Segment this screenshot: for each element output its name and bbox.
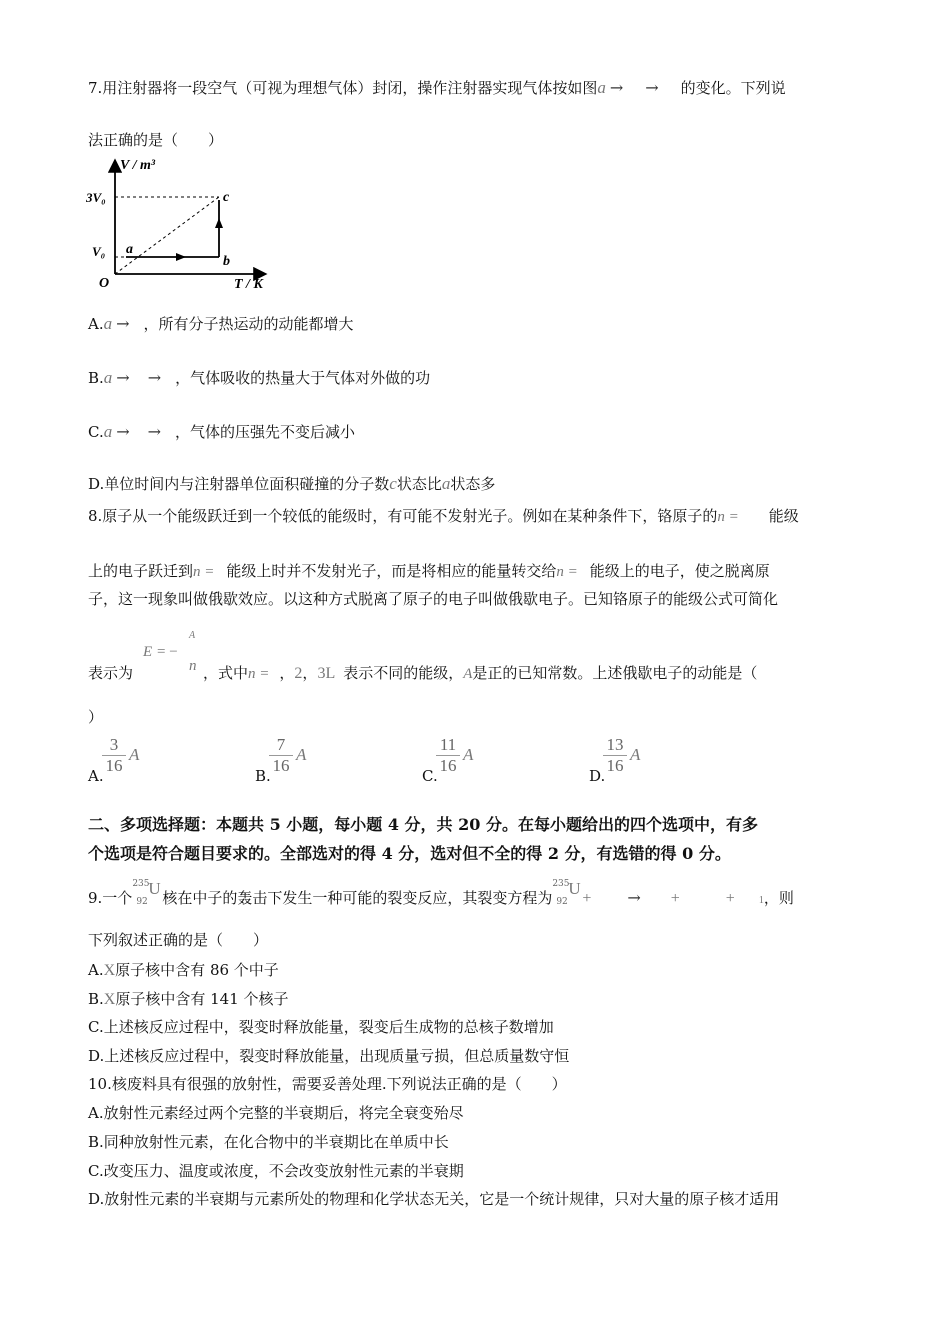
q8-choice-a-frac: 3 16 — [102, 735, 126, 776]
tick-3v0: 3V₀ — [86, 190, 106, 205]
x-axis-label: T / K — [234, 277, 263, 292]
q10-option-c: C.改变压力、温度或浓度，不会改变放射性元素的半衰期 — [88, 1162, 464, 1180]
dashed-diagonal — [115, 197, 219, 274]
y-axis-label: V / m³ — [120, 158, 156, 173]
point-b-label: b — [223, 254, 230, 269]
q9-option-b: B.X原子核中含有 141 个核子 — [88, 990, 289, 1008]
point-c-label: c — [223, 190, 230, 205]
q8-line4: 表示为 E = − A n ，式中n = ，2，3L 表示不同的能级，A是正的已知常数。上述俄歇电子的动能是（ — [88, 630, 758, 682]
section2-heading-line1: 二、多项选择题：本题共 5 小题，每小题 4 分，共 20 分。在每小题给出的四个选项中，有多 — [88, 815, 758, 834]
section2-heading-line2: 个选项是符合题目要求的。全部选对的得 4 分，选对但不全的得 2 分，有选错的得 0 分。 — [88, 844, 731, 863]
q8-line5: ） — [88, 708, 104, 726]
q8-line2: 上的电子跃迁到n = 能级上时并不发射光子，而是将相应的能量转交给n = 能级上的电子，使之脱离原 — [88, 562, 770, 580]
origin-label: O — [99, 276, 110, 291]
q9-stem-line2: 下列叙述正确的是（ ） — [88, 931, 269, 949]
q8-choice-b: B. — [255, 767, 271, 785]
arrow-ab — [176, 253, 186, 261]
q8-choice-d: D. — [589, 767, 606, 785]
point-a-label: a — [126, 242, 133, 257]
q10-option-b: B.同种放射性元素，在化合物中的半衰期比在单质中长 — [88, 1133, 449, 1151]
q7-option-a: A.a → ，所有分子热运动的动能都增大 — [88, 314, 354, 333]
tick-v0: V₀ — [92, 244, 106, 259]
var-a: a — [597, 78, 606, 97]
q9-stem-line1: 9.一个 235 92 U 核在中子的轰击下发生一种可能的裂变反应，其裂变方程为 235 92 U + → + + 1，则 — [88, 879, 794, 907]
u235-nuclide-equation: 235 92 U — [552, 879, 581, 907]
u235-nuclide: 235 92 U — [132, 879, 161, 907]
q8-choice-c-frac: 11 16 — [436, 735, 460, 776]
arrow: → — [645, 78, 659, 97]
q8-choice-c: C. — [422, 767, 438, 785]
q9-option-d: D.上述核反应过程中，裂变时释放能量，出现质量亏损，但总质量数守恒 — [88, 1047, 570, 1065]
q8-line3: 子，这一现象叫做俄歇效应。以这种方式脱离了原子的电子叫做俄歇电子。已知铬原子的能级公式可简化 — [88, 590, 779, 608]
auger-energy-formula: E = − A n — [143, 630, 197, 674]
q8-line1: 8.原子从一个能级跃迁到一个较低的能级时，有可能不发射光子。例如在某种条件下，铬原子的n = 能级 — [88, 507, 799, 525]
q7-option-b: B.a → → ，气体吸收的热量大于气体对外做的功 — [88, 368, 431, 387]
q7-option-d: D.单位时间内与注射器单位面积碰撞的分子数c状态比a状态多 — [88, 474, 496, 493]
q7-option-c: C.a → → ，气体的压强先不变后减小 — [88, 422, 356, 441]
q7-stem-line1: 7.用注射器将一段空气（可视为理想气体）封闭，操作注射器实现气体按如图a → → 的变化。下列说 — [88, 78, 786, 97]
q8-choice-a: A. — [88, 767, 104, 785]
q8-choice-b-frac: 7 16 — [269, 735, 293, 776]
q9-option-c: C.上述核反应过程中，裂变时释放能量，裂变后生成物的总核子数增加 — [88, 1018, 554, 1036]
q7-vt-graph — [86, 152, 286, 292]
q10-stem: 10.核废料具有很强的放射性，需要妥善处理.下列说法正确的是（ ） — [88, 1075, 567, 1093]
arrow: → — [609, 78, 624, 97]
arrow-bc — [215, 218, 223, 228]
q9-option-a: A.X原子核中含有 86 个中子 — [88, 961, 279, 979]
q10-option-d: D.放射性元素的半衰期与元素所处的物理和化学状态无关，它是一个统计规律，只对大量的原子核才适用 — [88, 1190, 780, 1208]
q8-choice-d-frac: 13 16 — [603, 735, 627, 776]
q10-option-a: A.放射性元素经过两个完整的半衰期后，将完全衰变殆尽 — [88, 1104, 464, 1122]
q7-stem-line2: 法正确的是（ ） — [88, 131, 224, 149]
